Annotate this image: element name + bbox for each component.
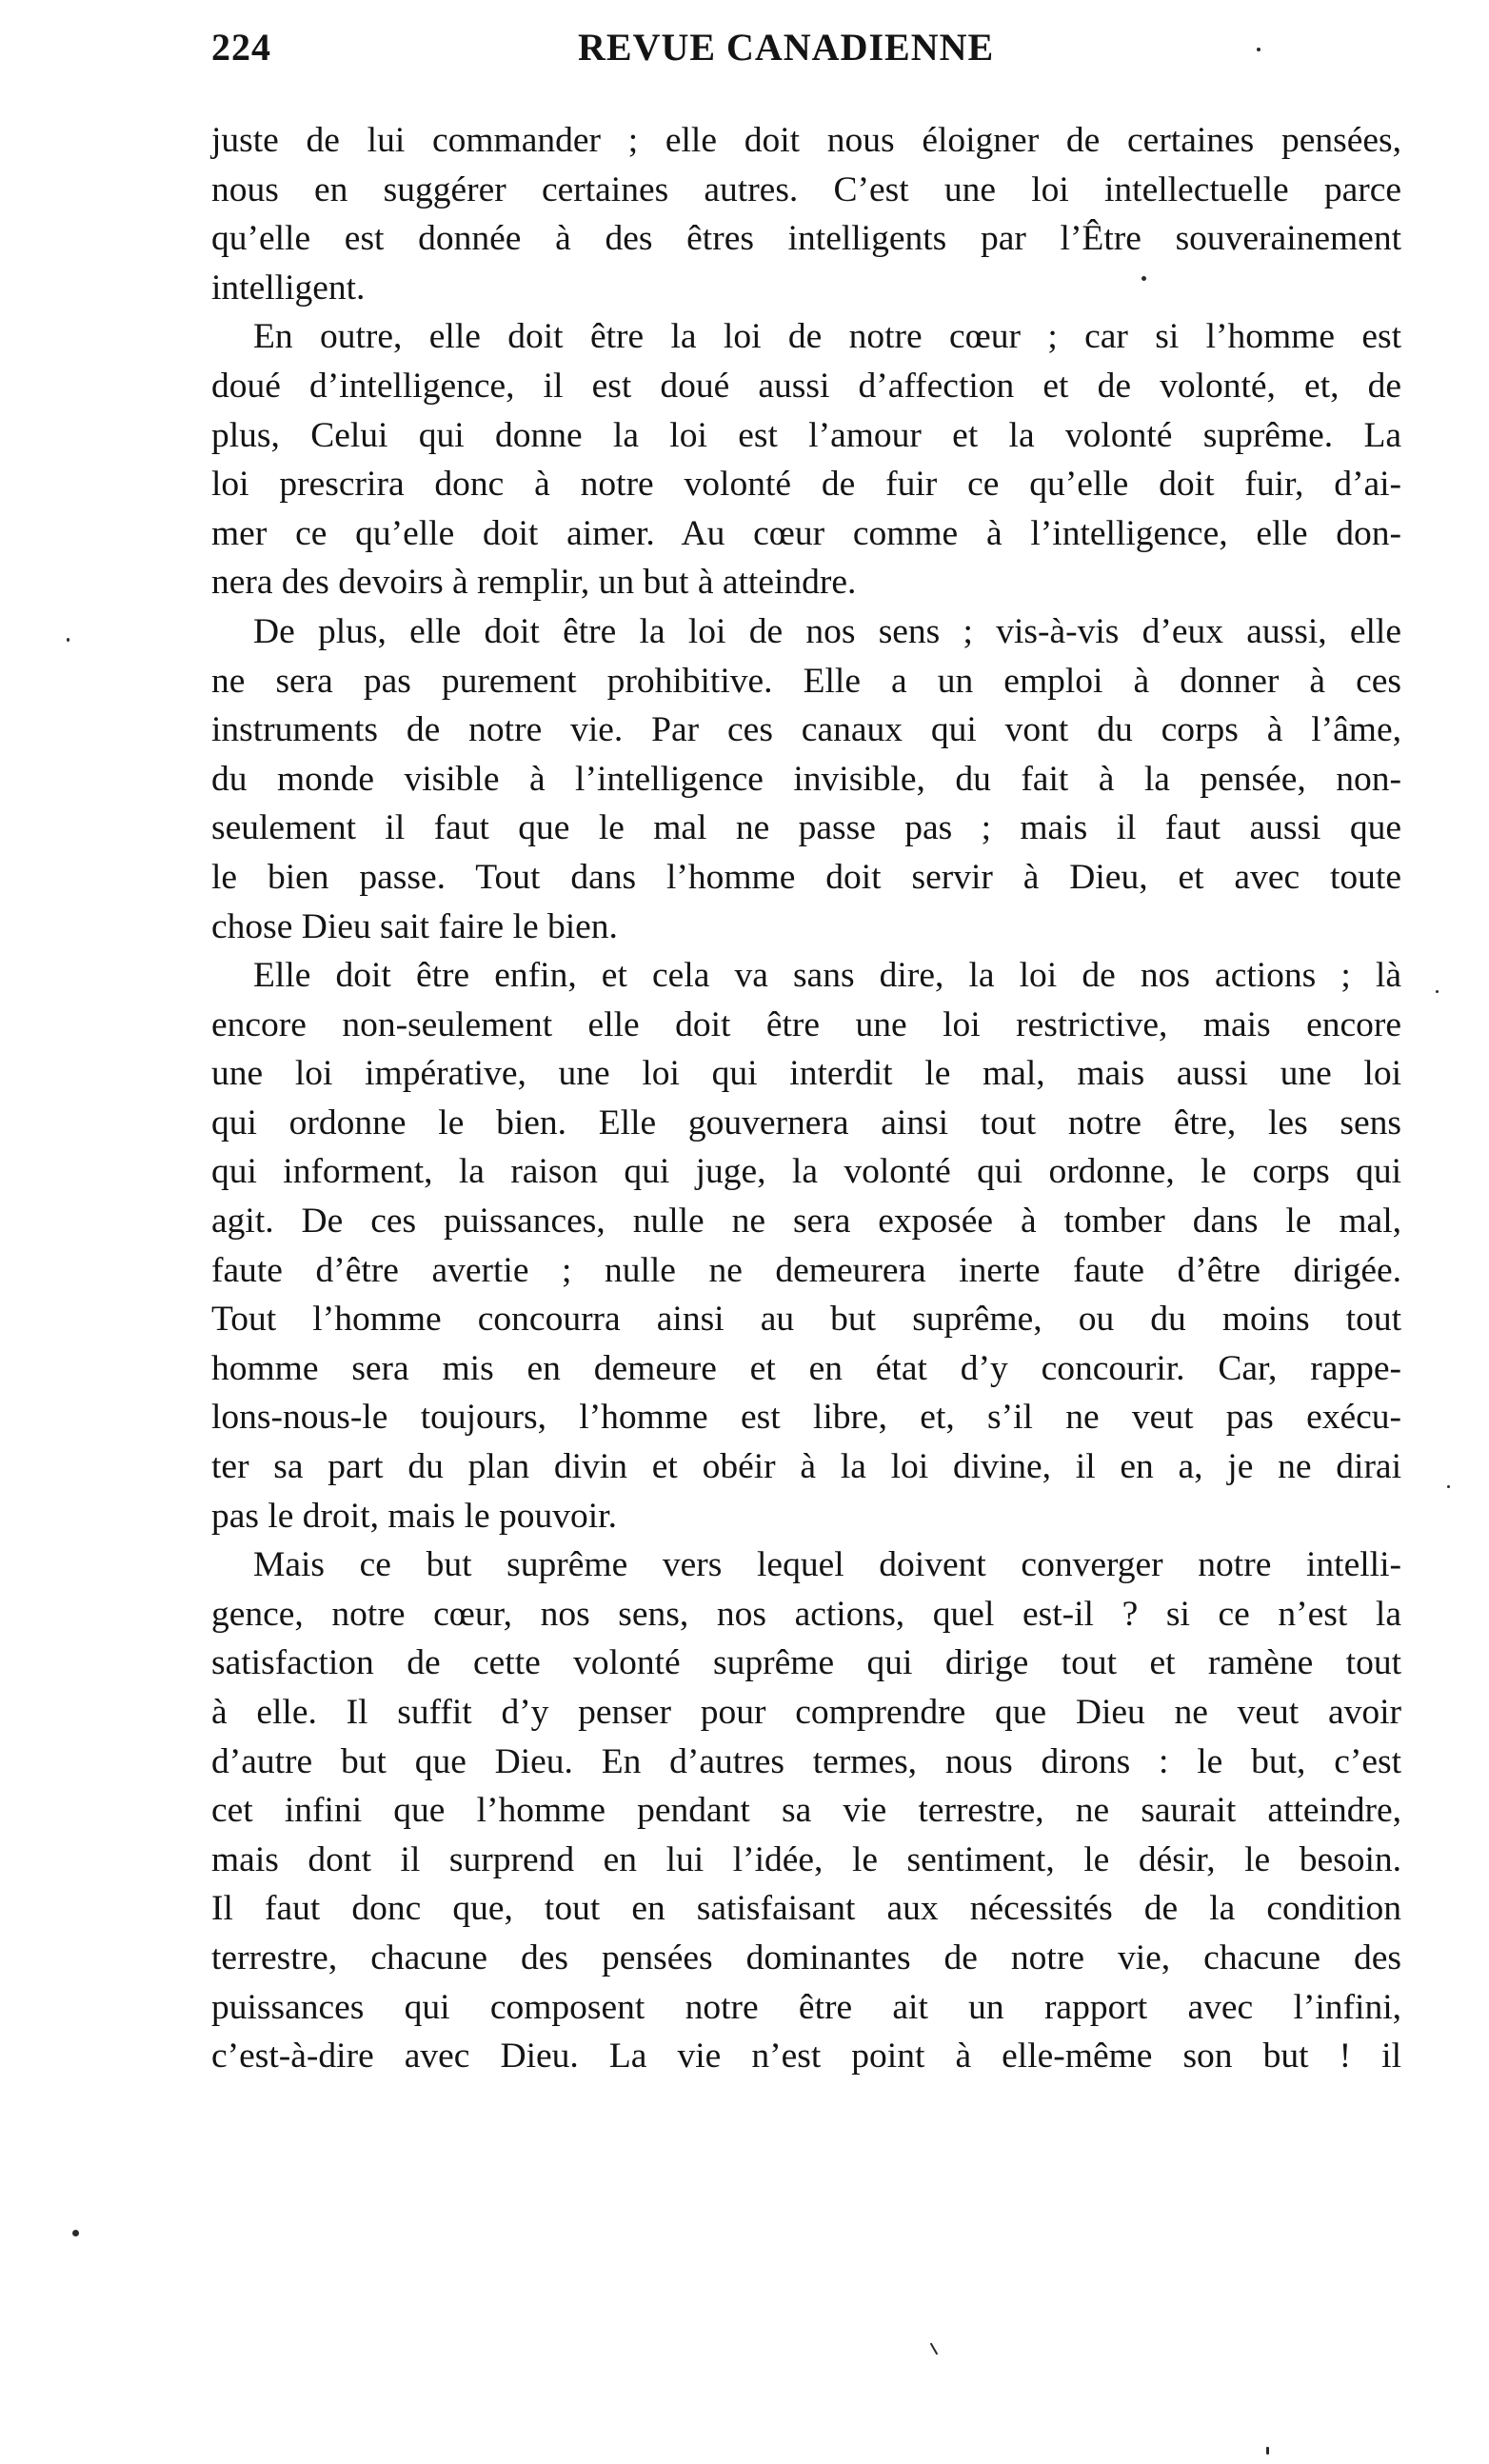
- text-line: En outre, elle doit être la loi de notre cœur ; car si l’homme est: [253, 317, 1401, 357]
- paragraph: [211, 116, 1401, 312]
- text-line: une loi impérative, une loi qui interdit le mal, mais aussi une loi: [211, 1054, 1401, 1094]
- scan-speck: [72, 2230, 79, 2236]
- text-line: c’est-à-dire avec Dieu. La vie n’est point à elle-même son but ! il: [211, 2037, 1401, 2077]
- text-line: pas le droit, mais le pouvoir.: [211, 1496, 617, 1536]
- running-title: REVUE CANADIENNE: [578, 26, 995, 69]
- text-line: satisfaction de cette volonté suprême qui dirige tout et ramène tout: [211, 1643, 1401, 1683]
- body-text: [211, 116, 1401, 2081]
- running-header: [211, 25, 1411, 82]
- text-line: qui informent, la raison qui juge, la volonté qui ordonne, le corps qui: [211, 1152, 1401, 1192]
- text-line: terrestre, chacune des pensées dominantes de notre vie, chacune des: [211, 1937, 1401, 1977]
- text-line: gence, notre cœur, nos sens, nos actions, quel est-il ? si ce n’est la: [211, 1594, 1401, 1634]
- text-line: nous en suggérer certaines autres. C’est une loi intellectuelle parce: [211, 169, 1401, 209]
- scan-speck: [930, 2342, 939, 2355]
- text-line: doué d’intelligence, il est doué aussi d’affection et de volonté, et, de: [211, 366, 1401, 406]
- text-line: instruments de notre vie. Par ces canaux qui vont du corps à l’âme,: [211, 710, 1401, 750]
- text-line: juste de lui commander ; elle doit nous éloigner de certaines pensées,: [211, 121, 1401, 160]
- scan-speck: [1257, 48, 1261, 51]
- text-line: De plus, elle doit être la loi de nos sens ; vis-à-vis d’eux aussi, elle: [253, 611, 1401, 651]
- text-line: mais dont il surprend en lui l’idée, le sentiment, le désir, le besoin.: [211, 1839, 1401, 1879]
- text-line: le bien passe. Tout dans l’homme doit servir à Dieu, et avec toute: [211, 857, 1401, 897]
- text-line: faute d’être avertie ; nulle ne demeurera inerte faute d’être dirigée.: [211, 1250, 1401, 1290]
- text-line: loi prescrira donc à notre volonté de fuir ce qu’elle doit fuir, d’ai-: [211, 465, 1401, 505]
- paragraph: [211, 607, 1401, 951]
- text-line: lons-nous-le toujours, l’homme est libre, et, s’il ne veut pas exécu-: [211, 1398, 1401, 1438]
- text-line: intelligent.: [211, 268, 366, 308]
- paragraph: [211, 1540, 1401, 2081]
- text-line: ter sa part du plan divin et obéir à la loi divine, il en a, je ne dirai: [211, 1447, 1401, 1487]
- text-line: chose Dieu sait faire le bien.: [211, 906, 618, 946]
- text-line: d’autre but que Dieu. En d’autres termes, nous dirons : le but, c’est: [211, 1741, 1401, 1781]
- scan-speck: [1436, 990, 1439, 993]
- page-number: 224: [211, 26, 271, 69]
- text-line: homme sera mis en demeure et en état d’y concourir. Car, rappe-: [211, 1348, 1401, 1388]
- text-line: qu’elle est donnée à des êtres intelligents par l’Être souverainement: [211, 219, 1401, 259]
- text-line: puissances qui composent notre être ait un rapport avec l’infini,: [211, 1987, 1401, 2027]
- text-line: qui ordonne le bien. Elle gouvernera ainsi tout notre être, les sens: [211, 1103, 1401, 1143]
- text-line: Tout l’homme concourra ainsi au but suprême, ou du moins tout: [211, 1300, 1401, 1340]
- text-line: Il faut donc que, tout en satisfaisant aux nécessités de la condition: [211, 1889, 1401, 1929]
- text-line: agit. De ces puissances, nulle ne sera exposée à tomber dans le mal,: [211, 1202, 1401, 1242]
- scan-speck: [1142, 276, 1146, 281]
- text-line: nera des devoirs à remplir, un but à atteindre.: [211, 563, 857, 603]
- text-line: du monde visible à l’intelligence invisible, du fait à la pensée, non-: [211, 759, 1401, 799]
- scan-speck: [67, 638, 69, 642]
- text-line: ne sera pas purement prohibitive. Elle a un emploi à donner à ces: [211, 661, 1401, 701]
- paragraph: [211, 951, 1401, 1540]
- text-line: Elle doit être enfin, et cela va sans dire, la loi de nos actions ; là: [253, 956, 1401, 996]
- text-line: à elle. Il suffit d’y penser pour comprendre que Dieu ne veut avoir: [211, 1693, 1401, 1732]
- text-line: Mais ce but suprême vers lequel doivent converger notre intelli-: [253, 1545, 1401, 1585]
- paragraph: [211, 312, 1401, 607]
- text-line: seulement il faut que le mal ne passe pas ; mais il faut aussi que: [211, 808, 1401, 848]
- text-line: encore non-seulement elle doit être une loi restrictive, mais encore: [211, 1004, 1401, 1044]
- text-line: plus, Celui qui donne la loi est l’amour et la volonté suprême. La: [211, 415, 1401, 455]
- scan-speck: [1447, 1485, 1450, 1488]
- text-line: cet infini que l’homme pendant sa vie terrestre, ne saurait atteindre,: [211, 1791, 1401, 1831]
- scan-speck: [1266, 2447, 1269, 2454]
- text-line: mer ce qu’elle doit aimer. Au cœur comme à l’intelligence, elle don-: [211, 513, 1401, 553]
